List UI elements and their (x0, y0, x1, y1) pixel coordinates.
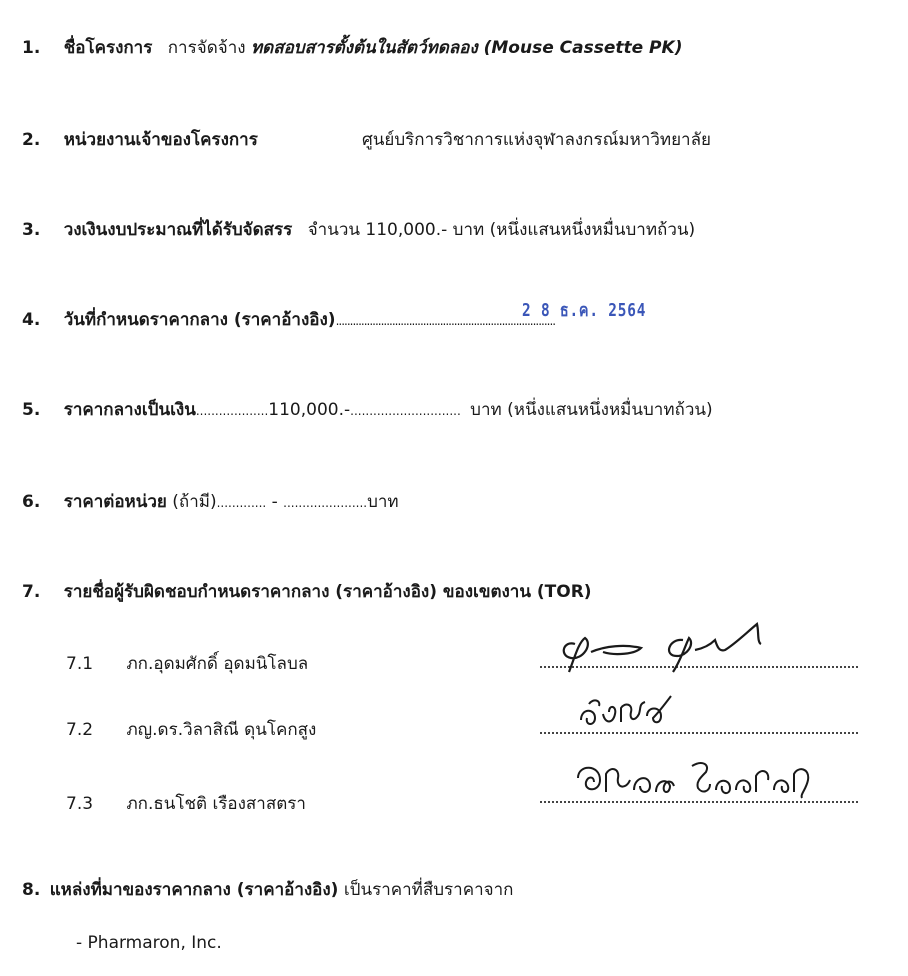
price-unit: บาท (367, 492, 399, 512)
item-value: เป็นราคาที่สืบราคาจาก (343, 880, 514, 900)
item-label: ราคากลางเป็นเงิน (63, 400, 196, 420)
unit-price-value: - (271, 492, 278, 512)
item-number: 7. (22, 582, 41, 602)
price-value: 110,000.- (268, 400, 351, 420)
dotted-fill: ............................. (350, 404, 461, 418)
item-note: (ถ้ามี) (172, 492, 217, 512)
item-2 (22, 126, 258, 153)
person-row (66, 716, 316, 743)
item-label: หน่วยงานเจ้าของโครงการ (63, 130, 258, 150)
item-8 (22, 876, 513, 903)
person-number: 7.3 (66, 794, 94, 814)
person-name: ภญ.ดร.วิลาสิณี ดุนโคกสูง (126, 720, 317, 740)
item-value: การจัดจ้าง (167, 38, 246, 58)
price-source: - Pharmaron, Inc. (76, 933, 222, 953)
item-value: ศูนย์บริการวิชาการแห่งจุฬาลงกรณ์มหาวิทยาลัย (362, 130, 711, 150)
dotted-fill: .............................................................................. (335, 314, 556, 328)
item-label: รายชื่อผู้รับผิดชอบกำหนดราคากลาง (ราคาอ้างอิง) ของเขตงาน (TOR) (63, 582, 592, 602)
item-number: 3. (22, 220, 41, 240)
signature-1 (545, 604, 805, 676)
item-6 (22, 488, 399, 515)
person-number: 7.1 (66, 654, 94, 674)
dotted-fill: ............. (216, 496, 267, 510)
dotted-fill: ................... (195, 404, 269, 418)
item-1 (22, 34, 682, 61)
item-7 (22, 578, 592, 605)
item-label: ชื่อโครงการ (63, 38, 153, 58)
item-number: 6. (22, 492, 41, 512)
person-number: 7.2 (66, 720, 94, 740)
person-name: ภก.ธนโชติ เรืองสาสตรา (126, 794, 306, 814)
date-stamp: 2 8 ธ.ค. 2564 (522, 300, 647, 321)
item-value: จำนวน 110,000.- บาท (หนึ่งแสนหนึ่งหมื่นบาทถ้วน) (307, 220, 696, 240)
item-number: 4. (22, 310, 41, 330)
item-label: วงเงินงบประมาณที่ได้รับจัดสรร (63, 220, 293, 240)
person-row (66, 790, 306, 817)
item-3 (22, 216, 695, 243)
item-number: 8. (22, 880, 41, 900)
item-5 (22, 396, 713, 423)
item-label: วันที่กำหนดราคากลาง (ราคาอ้างอิง) (63, 310, 336, 330)
item-label: แหล่งที่มาของราคากลาง (ราคาอ้างอิง) (49, 880, 339, 900)
person-name: ภก.อุดมศักดิ์ อุดมนิโลบล (126, 654, 309, 674)
price-unit: บาท (หนึ่งแสนหนึ่งหมื่นบาทถ้วน) (470, 400, 713, 420)
item-number: 2. (22, 130, 41, 150)
item-label: ราคาต่อหน่วย (63, 492, 167, 512)
dotted-fill: ...................... (283, 496, 368, 510)
signature-2 (575, 690, 685, 734)
person-row (66, 650, 308, 677)
item-number: 5. (22, 400, 41, 420)
item-4 (22, 306, 555, 333)
signature-3 (570, 752, 830, 802)
project-title: ทดสอบสารตั้งต้นในสัตว์ทดลอง (Mouse Cassette PK) (250, 38, 683, 58)
item-number: 1. (22, 38, 41, 58)
